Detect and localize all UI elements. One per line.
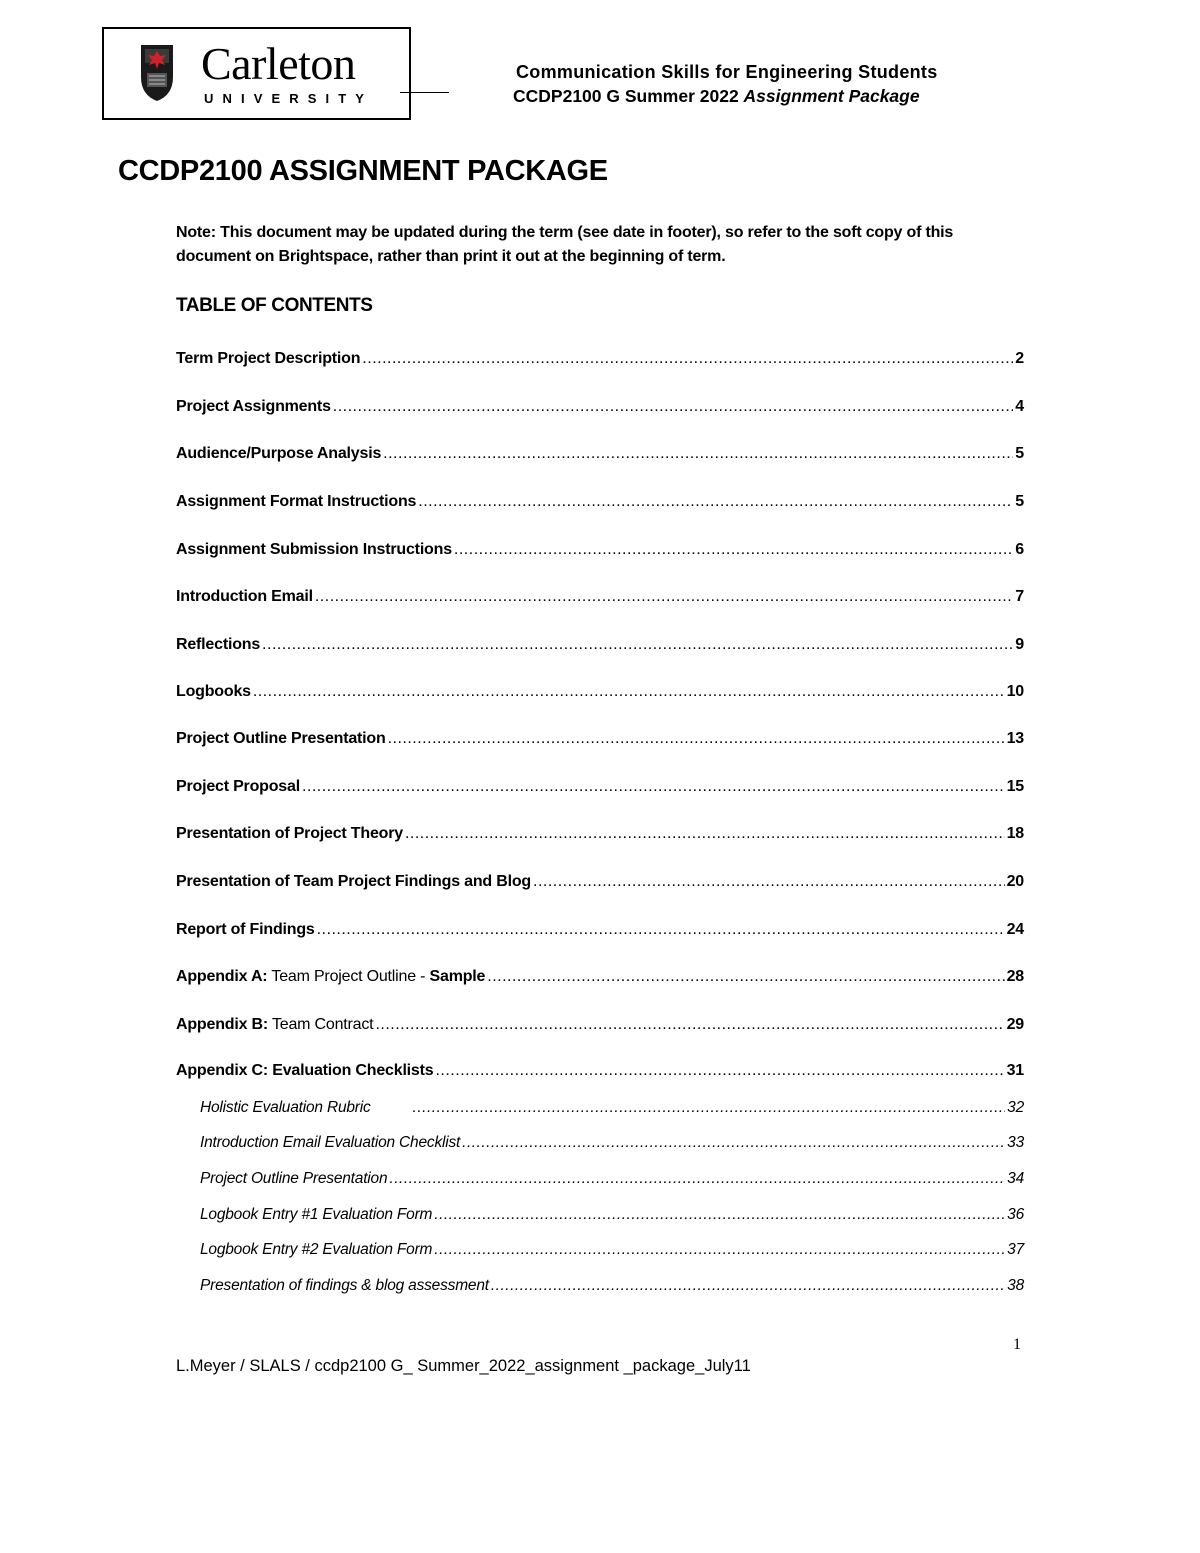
toc-leader <box>383 445 1013 463</box>
toc-sub-entry-label: Logbook Entry #1 Evaluation Form <box>200 1206 433 1223</box>
toc-entry-label: Introduction Email <box>176 588 313 605</box>
toc-entry-label: Presentation of Team Project Findings and Blog <box>176 873 531 890</box>
logo-subtitle: UNIVERSITY <box>204 91 374 106</box>
toc-entry[interactable] <box>176 582 1024 606</box>
toc-entry[interactable] <box>176 772 1024 796</box>
toc-entry-label: Project Assignments <box>176 398 331 415</box>
toc-entry-page: 13 <box>1006 730 1024 747</box>
toc-entry-page: 2 <box>1015 350 1024 367</box>
toc-sub-entry[interactable] <box>200 1128 1024 1152</box>
toc-entry[interactable] <box>176 867 1024 891</box>
toc-appendix-title-bold: Sample <box>429 968 486 985</box>
toc-entry-page: 5 <box>1015 445 1024 462</box>
toc-sub-entry-page: 37 <box>1007 1241 1024 1258</box>
toc-sub-entry-label: Introduction Email Evaluation Checklist <box>200 1134 461 1151</box>
toc-leader <box>487 968 1004 986</box>
course-code-term: CCDP2100 G Summer 2022 <box>513 86 739 106</box>
toc-entry[interactable] <box>176 962 1024 986</box>
header-rule <box>400 92 449 93</box>
footer-text: L.Meyer / SLALS / ccdp2100 G_ Summer_2022_assignment _package_July11 <box>176 1357 751 1375</box>
toc-leader <box>333 398 1014 416</box>
toc-entry[interactable] <box>176 344 1024 368</box>
toc-entry-page: 5 <box>1015 493 1024 510</box>
toc-leader <box>434 1206 1005 1224</box>
toc-leader <box>375 1016 1004 1034</box>
toc-appendix-prefix: Appendix A: <box>176 968 268 985</box>
toc-entry-label <box>176 968 485 986</box>
toc-heading: TABLE OF CONTENTS <box>176 295 373 316</box>
toc-sub-entry[interactable] <box>200 1093 1024 1117</box>
toc-leader <box>253 683 1005 701</box>
toc-entry[interactable] <box>176 392 1024 416</box>
toc-leader <box>405 825 1005 843</box>
toc-entry-page: 28 <box>1006 968 1024 985</box>
toc-entry-label: Reflections <box>176 636 261 653</box>
toc-leader <box>362 350 1013 368</box>
toc-leader <box>418 493 1013 511</box>
toc-entry-page: 29 <box>1006 1016 1024 1033</box>
logo-wordmark: Carleton <box>201 38 356 89</box>
toc-entry-label: Appendix C: Evaluation Checklists <box>176 1062 434 1079</box>
toc-entry-page: 10 <box>1006 683 1024 700</box>
toc-entry[interactable] <box>176 915 1024 939</box>
toc-entry-page: 9 <box>1015 636 1024 653</box>
toc-entry-page: 18 <box>1006 825 1024 842</box>
toc-leader <box>317 921 1005 939</box>
toc-entry-page: 7 <box>1015 588 1024 605</box>
toc-sub-entry[interactable] <box>200 1200 1024 1224</box>
university-crest-icon <box>139 43 175 103</box>
toc-sub-entry-label: Holistic Evaluation Rubric <box>200 1099 371 1116</box>
toc-leader <box>491 1277 1005 1295</box>
toc-leader <box>454 541 1013 559</box>
toc-entry[interactable] <box>176 535 1024 559</box>
toc-entry[interactable] <box>176 630 1024 654</box>
toc-sub-entry-page: 34 <box>1007 1170 1024 1187</box>
toc-sub-entry[interactable] <box>200 1164 1024 1188</box>
toc-entry-label: Logbooks <box>176 683 251 700</box>
toc-entry-label: Project Outline Presentation <box>176 730 386 747</box>
toc-sub-entry-label: Project Outline Presentation <box>200 1170 388 1187</box>
toc-entry-page: 24 <box>1006 921 1024 938</box>
toc-leader <box>435 1062 1004 1080</box>
toc-entry-label: Assignment Submission Instructions <box>176 541 452 558</box>
document-title: CCDP2100 ASSIGNMENT PACKAGE <box>118 155 608 187</box>
toc-sub-entry-page: 33 <box>1007 1134 1024 1151</box>
carleton-logo <box>102 27 411 120</box>
toc-entry-page: 15 <box>1006 778 1024 795</box>
toc-entry-page: 4 <box>1015 398 1024 415</box>
toc-entry-page: 20 <box>1006 873 1024 890</box>
toc-appendix-title: Team Contract <box>268 1016 374 1033</box>
toc-entry[interactable] <box>176 1056 1024 1080</box>
toc-entry-page: 6 <box>1015 541 1024 558</box>
toc-entry[interactable] <box>176 724 1024 748</box>
toc-entry[interactable] <box>176 487 1024 511</box>
toc-leader <box>388 730 1005 748</box>
update-note: Note: This document may be updated during the term (see date in footer), so refer to the soft copy of this document on Brightspace, rather than print it out at the beginning of term. <box>176 224 954 265</box>
toc-leader <box>315 588 1013 606</box>
package-label: Assignment Package <box>743 86 920 106</box>
toc-leader <box>533 873 1005 891</box>
toc-appendix-prefix: Appendix B: <box>176 1016 269 1033</box>
toc-leader <box>413 1099 1006 1117</box>
toc-sub-entry[interactable] <box>200 1235 1024 1259</box>
toc-leader <box>389 1170 1005 1188</box>
toc-entry-label: Project Proposal <box>176 778 300 795</box>
toc-leader <box>434 1241 1005 1259</box>
page-number: 1 <box>1013 1336 1021 1353</box>
toc-entry-label: Audience/Purpose Analysis <box>176 445 382 462</box>
toc-entry[interactable] <box>176 819 1024 843</box>
toc-entry-label: Report of Findings <box>176 921 315 938</box>
toc-entry-label: Presentation of Project Theory <box>176 825 403 842</box>
toc-leader <box>302 778 1005 796</box>
toc-entry-label <box>176 1016 373 1034</box>
course-title: Communication Skills for Engineering Students <box>516 62 938 82</box>
toc-leader <box>262 636 1013 654</box>
toc-entry[interactable] <box>176 1010 1024 1034</box>
toc-appendix-title: Team Project Outline - <box>267 968 430 985</box>
course-code-line <box>513 86 920 107</box>
toc-sub-entry-page: 36 <box>1007 1206 1024 1223</box>
toc-sub-entry[interactable] <box>200 1271 1024 1295</box>
toc-entry-label: Term Project Description <box>176 350 361 367</box>
toc-sub-entry-page: 38 <box>1007 1277 1024 1294</box>
toc-entry[interactable] <box>176 439 1024 463</box>
toc-sub-entry-label: Logbook Entry #2 Evaluation Form <box>200 1241 433 1258</box>
toc-entry-page: 31 <box>1006 1062 1024 1079</box>
toc-entry[interactable] <box>176 677 1024 701</box>
toc-sub-entry-label: Presentation of findings & blog assessment <box>200 1277 489 1294</box>
toc-sub-entry-page: 32 <box>1007 1099 1024 1116</box>
toc-entry-label: Assignment Format Instructions <box>176 493 417 510</box>
toc-leader <box>462 1134 1005 1152</box>
